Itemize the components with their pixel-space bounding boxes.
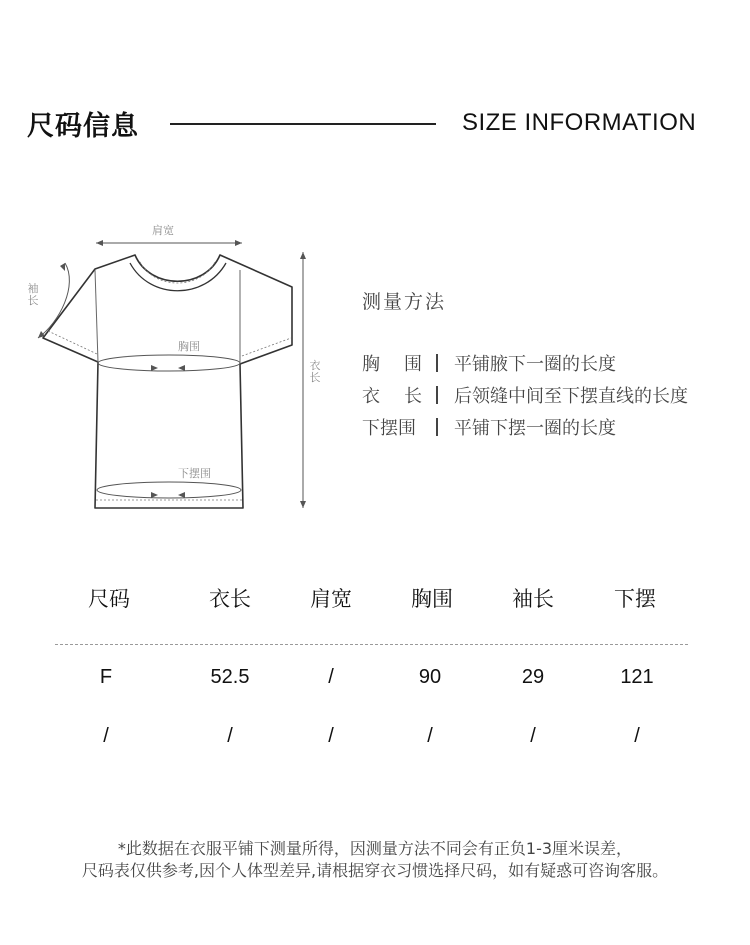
method-term-char: 胸 [362, 354, 380, 375]
table-cell: / [103, 725, 109, 747]
table-cell: / [328, 666, 334, 688]
footnote-line-2: 尺码表仅供参考,因个人体型差异,请根据穿衣习惯选择尺码，如有疑惑可咨询客服。 [81, 861, 669, 880]
tshirt-outline-icon [43, 255, 292, 508]
chest-measure-ellipse [98, 355, 240, 371]
sleeve-label: 袖长 [27, 282, 39, 307]
table-cell: / [328, 725, 334, 747]
method-desc: 后领缝中间至下摆直线的长度 [454, 386, 688, 407]
shoulder-label: 肩宽 [152, 224, 174, 237]
chest-label: 胸围 [178, 340, 200, 353]
table-cell: 121 [620, 666, 654, 688]
table-divider [55, 644, 688, 645]
method-row-hem [362, 414, 616, 440]
chest-arrow-right-icon [178, 365, 185, 371]
table-cell: / [634, 725, 640, 747]
table-cell: 29 [521, 666, 545, 688]
method-separator [436, 354, 438, 372]
hem-arrow-right-icon [178, 492, 185, 498]
sleeve-arc-icon [38, 263, 69, 338]
hem-arrow-left-icon [151, 492, 158, 498]
table-cell: / [227, 725, 233, 747]
table-header-shoulder: 肩宽 [310, 587, 352, 611]
method-term-char: 围 [404, 354, 422, 375]
method-term: 下摆围 [362, 418, 416, 439]
method-separator [436, 418, 438, 436]
table-cell: F [99, 666, 113, 688]
method-term-char: 衣 [362, 386, 380, 407]
table-cell: / [530, 725, 536, 747]
method-row-length [362, 382, 688, 408]
table-cell: 90 [418, 666, 442, 688]
right-sleeve-stitch [242, 338, 291, 356]
table-header-sleeve: 袖长 [512, 587, 554, 611]
length-arrow-top-icon [300, 252, 306, 259]
method-title: 测量方法 [362, 291, 447, 313]
tshirt-diagram [0, 0, 360, 540]
collar-stitch-icon [140, 262, 215, 283]
method-separator [436, 386, 438, 404]
hem-measure-ellipse [97, 482, 241, 498]
length-arrow-bottom-icon [300, 501, 306, 508]
footnote-line-1: *此数据在衣服平铺下测量所得，因测量方法不同会有正负1-3厘米误差， [117, 839, 633, 858]
table-header-chest: 胸围 [411, 587, 453, 611]
chest-arrow-left-icon [151, 365, 158, 371]
table-header-hem: 下摆 [614, 587, 656, 611]
page-title-en: SIZE INFORMATION [462, 109, 697, 136]
shoulder-arrow-right-icon [235, 240, 242, 246]
hem-label: 下摆围 [178, 467, 211, 480]
table-header-length: 衣长 [209, 587, 251, 611]
method-term-char: 长 [404, 386, 422, 407]
method-row-chest [362, 350, 616, 376]
method-desc: 平铺下摆一圈的长度 [454, 418, 616, 439]
table-cell: 52.5 [210, 666, 250, 688]
method-desc: 平铺腋下一圈的长度 [454, 354, 616, 375]
table-cell: / [427, 725, 433, 747]
table-header-size: 尺码 [88, 587, 130, 611]
shoulder-arrow-left-icon [96, 240, 103, 246]
length-label: 衣长 [309, 359, 321, 384]
page-title-cn: 尺码信息 [27, 111, 139, 142]
left-armhole-seam [95, 270, 98, 362]
